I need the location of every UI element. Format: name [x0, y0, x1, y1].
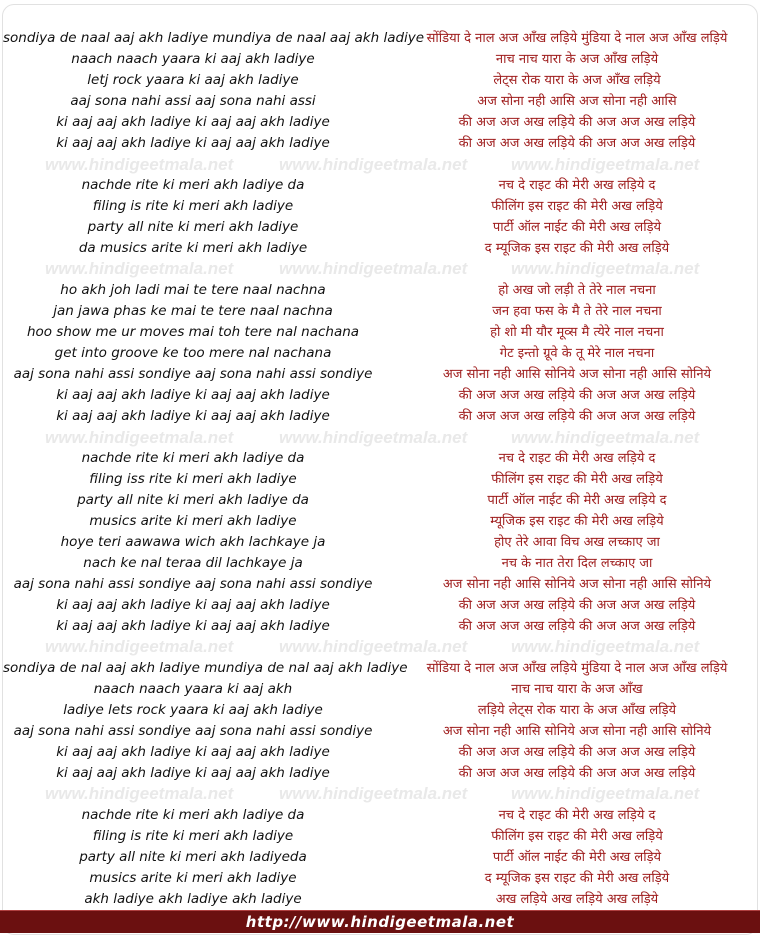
watermark-text: www.hindigeetmala.net: [45, 784, 234, 803]
site-url-link[interactable]: http://www.hindigeetmala.net: [245, 913, 515, 931]
lyric-line-english: ki aaj aaj akh ladiye ki aaj aaj akh ladiye: [56, 744, 330, 760]
lyric-line-hindi: अज सोना नही आसि सोनिये अज सोना नही आसि सोनिये: [442, 577, 712, 592]
lyric-line-english: filing is rite ki meri akh ladiye: [92, 828, 294, 844]
lyric-line-english: ki aaj aaj akh ladiye ki aaj aaj akh ladiye: [56, 408, 330, 424]
lyric-line-hindi: अज सोना नही आसि सोनिये अज सोना नही आसि सोनिये: [442, 724, 712, 739]
lyric-line-hindi: हो शो मी यौर मूव्स मै त्येरे नाल नचना: [490, 325, 664, 340]
watermark-text: www.hindigeetmala.net: [511, 155, 700, 174]
lyric-line-english: party all nite ki meri akh ladiye: [87, 219, 299, 235]
watermark-text: www.hindigeetmala.net: [279, 428, 468, 447]
lyric-line-english: party all nite ki meri akh ladiyeda: [79, 849, 307, 865]
lyric-line-hindi: द म्यूजिक इस राइट की मेरी अख लड़िये: [484, 871, 670, 886]
lyric-line-hindi: गेट इन्तो ग्रूवे के तू मेरे नाल नचना: [499, 346, 655, 361]
lyric-line-english: nachde rite ki meri akh ladiye da: [81, 450, 305, 466]
lyric-line-hindi: अख लड़िये अख लड़िये अख लड़िये: [495, 892, 659, 907]
lyric-line-hindi: नच दे राइट की मेरी अख लड़िये द: [498, 808, 656, 823]
lyric-line-english: aaj sona nahi assi sondiye aaj sona nahi assi sondiye: [13, 576, 373, 592]
lyric-line-english: ki aaj aaj akh ladiye ki aaj aaj akh ladiye: [56, 135, 330, 151]
lyric-line-hindi: पार्टी ऑल नाईट की मेरी अख लड़िये द: [487, 493, 667, 508]
lyric-line-english: musics arite ki meri akh ladiye: [89, 870, 297, 886]
lyric-line-english: filing iss rite ki meri akh ladiye: [89, 471, 297, 487]
lyric-line-hindi: फीलिंग इस राइट की मेरी अख लड़िये: [491, 199, 663, 214]
lyric-line-hindi: नच दे राइट की मेरी अख लड़िये द: [498, 451, 656, 466]
watermark-text: www.hindigeetmala.net: [45, 637, 234, 656]
lyric-line-hindi: म्यूजिक इस राइट की मेरी अख लड़िये: [490, 514, 664, 529]
lyric-line-hindi: की अज अज अख लड़िये की अज अज अख लड़िये: [458, 388, 696, 403]
lyric-line-hindi: नाच नाच यारा के अज आँख: [511, 682, 643, 697]
lyric-line-english: ki aaj aaj akh ladiye ki aaj aaj akh ladiye: [56, 597, 330, 613]
lyric-line-english: ki aaj aaj akh ladiye ki aaj aaj akh ladiye: [56, 618, 330, 634]
lyric-line-hindi: पार्टी ऑल नाईट की मेरी अख लड़िये: [492, 220, 662, 235]
lyric-line-hindi: फीलिंग इस राइट की मेरी अख लड़िये: [491, 472, 663, 487]
lyric-line-english: jan jawa phas ke mai te tere naal nachna: [53, 303, 333, 319]
lyric-line-hindi: लड़िये लेट्स रोक यारा के अज आँख लड़िये: [477, 703, 677, 718]
lyric-line-hindi: की अज अज अख लड़िये की अज अज अख लड़िये: [458, 745, 696, 760]
lyric-line-english: sondiya de nal aaj akh ladiye mundiya de nal aaj akh ladiye: [3, 660, 408, 676]
lyric-line-hindi: हो अख जो लड़ी ते तेरे नाल नचना: [498, 283, 656, 298]
lyric-line-hindi: जन हवा फस के मै ते तेरे नाल नचना: [492, 304, 662, 319]
lyric-line-english: aaj sona nahi assi sondiye aaj sona nahi assi sondiye: [13, 366, 373, 382]
lyric-line-hindi: नच दे राइट की मेरी अख लड़िये द: [498, 178, 656, 193]
lyric-line-english: get into groove ke too mere nal nachana: [54, 345, 332, 361]
lyric-line-english: ladiye lets rock yaara ki aaj akh ladiye: [63, 702, 323, 718]
lyric-line-hindi: सोंडिया दे नाल अज आँख लड़िये मुंडिया दे नाल अज आँख लड़िये: [426, 661, 728, 676]
watermark-text: www.hindigeetmala.net: [511, 784, 700, 803]
lyric-line-english: sondiya de naal aaj akh ladiye mundiya de naal aaj akh ladiye: [3, 30, 425, 46]
lyric-line-hindi: की अज अज अख लड़िये की अज अज अख लड़िये: [458, 598, 696, 613]
lyric-line-hindi: लेट्स रोक यारा के अज आँख लड़िये: [493, 73, 661, 88]
lyrics-card: [2, 4, 758, 935]
footer-bar: [0, 910, 760, 933]
watermark-text: www.hindigeetmala.net: [279, 259, 468, 278]
lyric-line-hindi: की अज अज अख लड़िये की अज अज अख लड़िये: [458, 115, 696, 130]
lyric-line-hindi: फीलिंग इस राइट की मेरी अख लड़िये: [491, 829, 663, 844]
lyric-line-hindi: की अज अज अख लड़िये की अज अज अख लड़िये: [458, 619, 696, 634]
watermark-text: www.hindigeetmala.net: [279, 637, 468, 656]
lyric-line-english: party all nite ki meri akh ladiye da: [77, 492, 309, 508]
lyric-line-hindi: नाच नाच यारा के अज आँख लड़िये: [495, 52, 659, 67]
lyric-line-english: ho akh joh ladi mai te tere naal nachna: [60, 282, 326, 298]
lyric-line-english: naach naach yaara ki aaj akh ladiye: [71, 51, 315, 67]
lyric-line-hindi: की अज अज अख लड़िये की अज अज अख लड़िये: [458, 409, 696, 424]
lyric-line-english: da musics arite ki meri akh ladiye: [78, 240, 308, 256]
watermark-text: www.hindigeetmala.net: [511, 637, 700, 656]
watermark-text: www.hindigeetmala.net: [45, 428, 234, 447]
lyric-line-hindi: पार्टी ऑल नाईट की मेरी अख लड़िये: [492, 850, 662, 865]
lyric-line-english: aaj sona nahi assi aaj sona nahi assi: [70, 93, 316, 109]
lyric-line-english: akh ladiye akh ladiye akh ladiye: [84, 891, 302, 907]
lyric-line-english: nach ke nal teraa dil lachkaye ja: [83, 555, 303, 571]
lyric-line-hindi: अज सोना नही आसि सोनिये अज सोना नही आसि सोनिये: [442, 367, 712, 382]
lyric-line-english: hoye teri aawawa wich akh lachkaye ja: [60, 534, 326, 550]
lyric-line-hindi: नच के नात तेरा दिल लच्काए जा: [501, 556, 653, 571]
lyric-line-english: letj rock yaara ki aaj akh ladiye: [87, 72, 299, 88]
lyric-line-english: hoo show me ur moves mai toh tere nal nachana: [26, 324, 360, 340]
lyric-line-english: filing is rite ki meri akh ladiye: [92, 198, 294, 214]
lyric-line-hindi: सोंडिया दे नाल अज आँख लड़िये मुंडिया दे नाल अज आँख लड़िये: [426, 31, 728, 46]
watermark-text: www.hindigeetmala.net: [279, 784, 468, 803]
lyric-line-hindi: द म्यूजिक इस राइट की मेरी अख लड़िये: [484, 241, 670, 256]
lyric-line-english: aaj sona nahi assi sondiye aaj sona nahi assi sondiye: [13, 723, 373, 739]
lyric-line-english: nachde rite ki meri akh ladiye da: [81, 177, 305, 193]
watermark-text: www.hindigeetmala.net: [279, 155, 468, 174]
lyric-line-english: musics arite ki meri akh ladiye: [89, 513, 297, 529]
lyric-line-hindi: की अज अज अख लड़िये की अज अज अख लड़िये: [458, 136, 696, 151]
lyric-line-english: naach naach yaara ki aaj akh: [93, 681, 293, 697]
watermark-text: www.hindigeetmala.net: [511, 259, 700, 278]
lyric-line-hindi: की अज अज अख लड़िये की अज अज अख लड़िये: [458, 766, 696, 781]
lyric-line-english: ki aaj aaj akh ladiye ki aaj aaj akh ladiye: [56, 387, 330, 403]
watermark-text: www.hindigeetmala.net: [45, 259, 234, 278]
lyric-line-english: nachde rite ki meri akh ladiye da: [81, 807, 305, 823]
lyric-line-hindi: अज सोना नही आसि अज सोना नही आसि: [477, 94, 677, 109]
lyric-line-english: ki aaj aaj akh ladiye ki aaj aaj akh ladiye: [56, 114, 330, 130]
watermark-text: www.hindigeetmala.net: [45, 155, 234, 174]
lyric-line-english: ki aaj aaj akh ladiye ki aaj aaj akh ladiye: [56, 765, 330, 781]
watermark-text: www.hindigeetmala.net: [511, 428, 700, 447]
lyric-line-hindi: होए तेरे आवा विच अख लच्काए जा: [494, 535, 660, 550]
